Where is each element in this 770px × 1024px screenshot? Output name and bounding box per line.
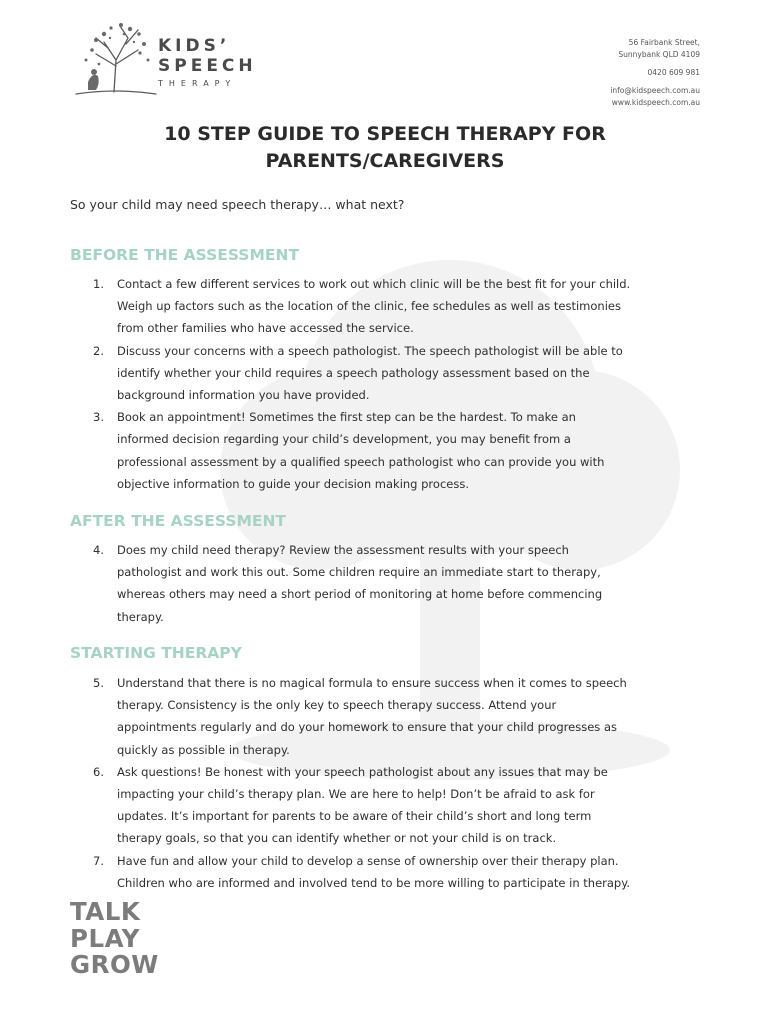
- step-line: identify whether your child requires a speech pathology assessment based on the: [117, 365, 590, 380]
- step-line: informed decision regarding your child’s development, you may benefit from a: [117, 432, 571, 447]
- step-line: Contact a few different services to work out which clinic will be the best fit for your child.: [117, 277, 631, 291]
- step-line: pathologist and work this out. Some children require an immediate start to therapy,: [117, 565, 601, 580]
- step-line: whereas others may need a short period of monitoring at home before commencing: [117, 587, 603, 602]
- step-line: appointments regularly and do your homework to ensure that your child progresses as: [117, 720, 617, 735]
- address-line-1: 56 Fairbank Street,: [628, 38, 700, 47]
- step-line: updates. It’s important for parents to be aware of their child’s short and long term: [117, 809, 592, 824]
- list-item: [70, 539, 710, 628]
- brand-line-therapy: THERAPY: [158, 79, 237, 88]
- tagline-talk: TALK: [70, 897, 141, 926]
- brand-line-kids: KIDS’: [158, 36, 231, 56]
- list-item: [70, 672, 710, 761]
- page-title: [0, 121, 770, 175]
- title-line-1: 10 STEP GUIDE TO SPEECH THERAPY FOR: [164, 123, 606, 145]
- step-number: 1.: [93, 277, 104, 291]
- step-number: 7.: [93, 853, 104, 868]
- section-heading-before-assessment: BEFORE THE ASSESSMENT: [70, 246, 300, 264]
- step-line: Children who are informed and involved tend to be more willing to participate in therapy.: [117, 875, 631, 890]
- phone-number: 0420 609 981: [647, 68, 700, 77]
- brand-line-speech: SPEECH: [158, 56, 257, 76]
- step-number: 5.: [93, 676, 104, 690]
- step-line: Understand that there is no magical formula to ensure success when it comes to speech: [117, 676, 627, 690]
- tagline-grow: GROW: [70, 950, 159, 979]
- title-line-2: PARENTS/CAREGIVERS: [265, 150, 505, 172]
- brand-logo-text: [158, 36, 257, 88]
- section-heading-after-assessment: AFTER THE ASSESSMENT: [70, 512, 287, 530]
- steps-list-after-assessment: [70, 539, 710, 628]
- step-line: quickly as possible in therapy.: [117, 742, 290, 757]
- step-line: professional assessment by a qualified speech pathologist who can provide you with: [117, 454, 605, 469]
- list-item: [70, 273, 710, 340]
- step-line: Discuss your concerns with a speech pathologist. The speech pathologist will be able to: [117, 343, 623, 358]
- step-line: Does my child need therapy? Review the assessment results with your speech: [117, 543, 569, 557]
- step-line: Weigh up factors such as the location of the clinic, fee schedules as well as testimonies: [117, 299, 621, 314]
- list-item: [70, 340, 710, 407]
- section-heading-starting-therapy: STARTING THERAPY: [70, 644, 242, 662]
- step-line: Have fun and allow your child to develop a sense of ownership over their therapy plan.: [117, 853, 619, 868]
- list-item: [70, 850, 710, 894]
- step-line: Ask questions! Be honest with your speech pathologist about any issues that may be: [117, 764, 608, 779]
- contact-block: [610, 37, 700, 109]
- website-link[interactable]: www.kidspeech.com.au: [611, 98, 700, 107]
- email-link[interactable]: info@kidspeech.com.au: [610, 86, 700, 95]
- list-item: [70, 761, 710, 850]
- step-line: therapy.: [117, 609, 164, 624]
- tagline: [70, 899, 159, 979]
- steps-list-starting-therapy: [70, 672, 710, 894]
- step-number: 6.: [93, 764, 104, 779]
- step-line: therapy. Consistency is the only key to speech therapy success. Attend your: [117, 698, 557, 713]
- step-number: 2.: [93, 343, 104, 358]
- intro-text: So your child may need speech therapy… what next?: [70, 197, 405, 212]
- step-line: background information you have provided.: [117, 388, 370, 403]
- steps-list-before-assessment: [70, 273, 710, 495]
- step-line: Book an appointment! Sometimes the first step can be the hardest. To make an: [117, 410, 576, 425]
- step-number: 3.: [93, 410, 104, 425]
- tagline-play: PLAY: [70, 923, 140, 953]
- step-line: impacting your child’s therapy plan. We are here to help! Don’t be afraid to ask for: [117, 787, 595, 802]
- step-line: from other families who have accessed the service.: [117, 321, 414, 336]
- address-line-2: Sunnybank QLD 4109: [618, 50, 700, 59]
- step-line: therapy goals, so that you can identify whether or not your child is on track.: [117, 831, 557, 846]
- step-line: objective information to guide your decision making process.: [117, 476, 469, 491]
- list-item: [70, 406, 710, 495]
- step-number: 4.: [93, 543, 104, 557]
